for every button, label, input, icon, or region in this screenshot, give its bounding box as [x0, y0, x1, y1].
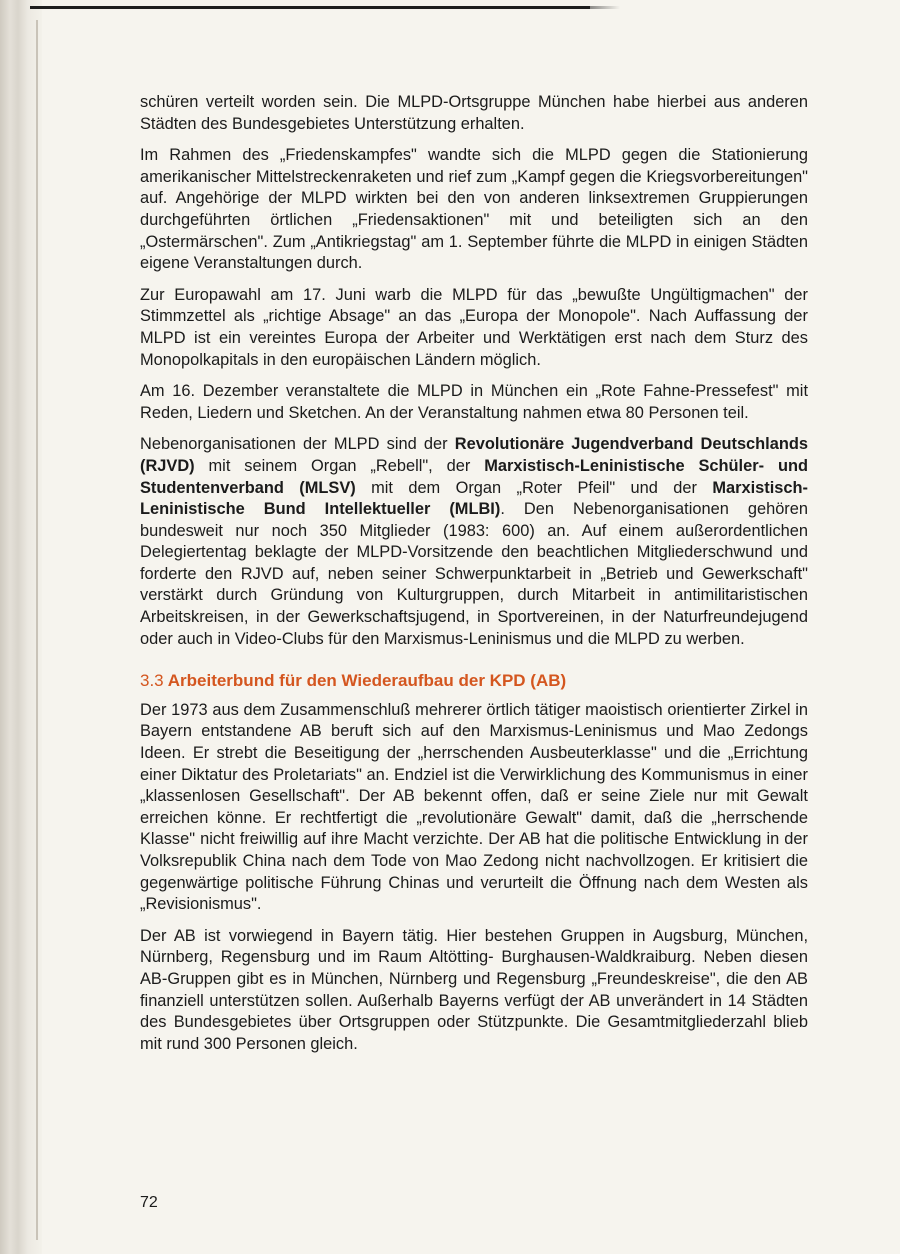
paragraph: [140, 700, 808, 916]
paragraph: [140, 285, 808, 371]
paragraph: [140, 145, 808, 275]
top-rule: [30, 6, 590, 9]
bold-org-name: Marxistisch-Leninistische Schüler- und Studentenverband (MLSV): [140, 456, 808, 497]
section-paragraph-group: [140, 700, 808, 1056]
paragraph: [140, 434, 808, 650]
text-segment: Nebenorganisationen der MLPD sind der: [140, 435, 455, 454]
bold-org-name: Marxistisch-Leninistische Bund Intellektueller (MLBI): [140, 478, 808, 519]
bold-org-name: Revolutionäre Jugendverband Deutschlands (RJVD): [140, 435, 808, 475]
paragraph: [140, 381, 808, 424]
text-segment: Der 1973 aus dem Zusammenschluß mehrerer örtlich tätiger maoistisch orientierter Zirkel in Bayern entstandene AB beruft sich auf den Marxismus-Leninismus und Mao Zedongs Ideen. Er strebt die Beseitigung der „herrschenden Ausbeuterklasse" und die „Errichtung einer Diktatur des Proletariats" an. Endziel ist die Verwirklichung des Kommunismus in einer „klassenlosen Gesellschaft". Der AB bekennt offen, daß er seine Ziele nur mit Gewalt erreichen könne. Er rechtfertigt die „revolutionäre Gewalt" damit, daß die „herrschende Klasse" nicht freiwillig auf ihre Macht verzichte. Der AB hat die politische Entwicklung in der Volksrepublik China nach dem Tode von Mao Zedong nicht nachvollzogen. Er kritisiert die gegenwärtige politische Führung Chinas und verurteilt die Öffnung nach dem Westen als „Revisionismus".: [140, 700, 808, 914]
top-rule-fade: [560, 6, 620, 9]
paragraph-group: [140, 92, 808, 650]
text-segment: Im Rahmen des „Friedenskampfes" wandte sich die MLPD gegen die Stationierung amerikanischer Mittelstreckenraketen und rief zum „Kampf gegen die Kriegsvorbereitungen" auf. Angehörige der MLPD wirkten bei den von anderen linksextremen Gruppierungen durchgeführten örtlichen „Friedensaktionen" mit und beteiligten sich an den „Ostermärschen". Zum „Antikriegstag" am 1. September führte die MLPD in einigen Städten eigene Veranstaltungen durch.: [140, 146, 808, 273]
text-segment: Der AB ist vorwiegend in Bayern tätig. Hier bestehen Gruppen in Augsburg, München, Nürnberg, Regensburg und im Raum Altötting- Burghausen-Waldkraiburg. Neben diesen AB-Gruppen gibt es in München, Nürnberg und Regensburg „Freundeskreise", die den AB finanziell unterstützen sollen. Außerhalb Bayerns verfügt der AB unverändert in 14 Städten des Bundesgebietes über Ortsgruppen oder Stützpunkte. Die Gesamtmitgliederzahl blieb mit rund 300 Personen gleich.: [140, 926, 808, 1053]
text-segment: Zur Europawahl am 17. Juni warb die MLPD für das „bewußte Ungültigmachen" der Stimmzettel als „richtige Absage" an das „Europa der Monopole". Nach Auffassung der MLPD ist ein vereintes Europa der Arbeiter und Werktätigen erst nach dem Sturz des Monopolkapitals in den europäischen Ländern möglich.: [140, 285, 808, 369]
page-number: 72: [140, 1194, 158, 1211]
section-number: 3.3: [140, 671, 164, 691]
section-title: Arbeiterbund für den Wiederaufbau der KPD (AB): [167, 671, 567, 691]
text-segment: schüren verteilt worden sein. Die MLPD-Ortsgruppe München habe hierbei aus anderen Städten des Bundesgebietes Unterstützung erhalten.: [140, 93, 808, 133]
text-segment: mit dem Organ „Roter Pfeil" und der: [355, 478, 713, 497]
text-segment: . Den Nebenorganisationen gehören bundesweit nur noch 350 Mitglieder (1983: 600) an. Auf einem außerordentlichen Delegiertentag beklagte der MLPD-Vorsitzende den beachtlichen Mitgliederschwund und forderte den RJVD auf, neben seiner Schwerpunktarbeit in „Betrieb und Gewerkschaft" verstärkt durch Gründung von Kulturgruppen, durch Mitarbeit in antimilitaristischen Arbeitskreisen, in der Gewerkschaftsjugend, in Sportvereinen, in der Naturfreundejugend oder auch in Video-Clubs für den Marxismus-Leninismus und die MLPD zu werben.: [140, 500, 808, 648]
paragraph: [140, 926, 808, 1056]
binding-crease: [36, 20, 38, 1240]
text-segment: Am 16. Dezember veranstaltete die MLPD in München ein „Rote Fahne-Pressefest" mit Reden, Liedern und Sketchen. An der Veranstaltung nahmen etwa 80 Personen teil.: [140, 382, 808, 422]
section-heading: [140, 670, 808, 692]
page-content: [140, 92, 808, 1065]
paragraph: [140, 92, 808, 135]
text-segment: mit seinem Organ „Rebell", der: [194, 456, 485, 475]
